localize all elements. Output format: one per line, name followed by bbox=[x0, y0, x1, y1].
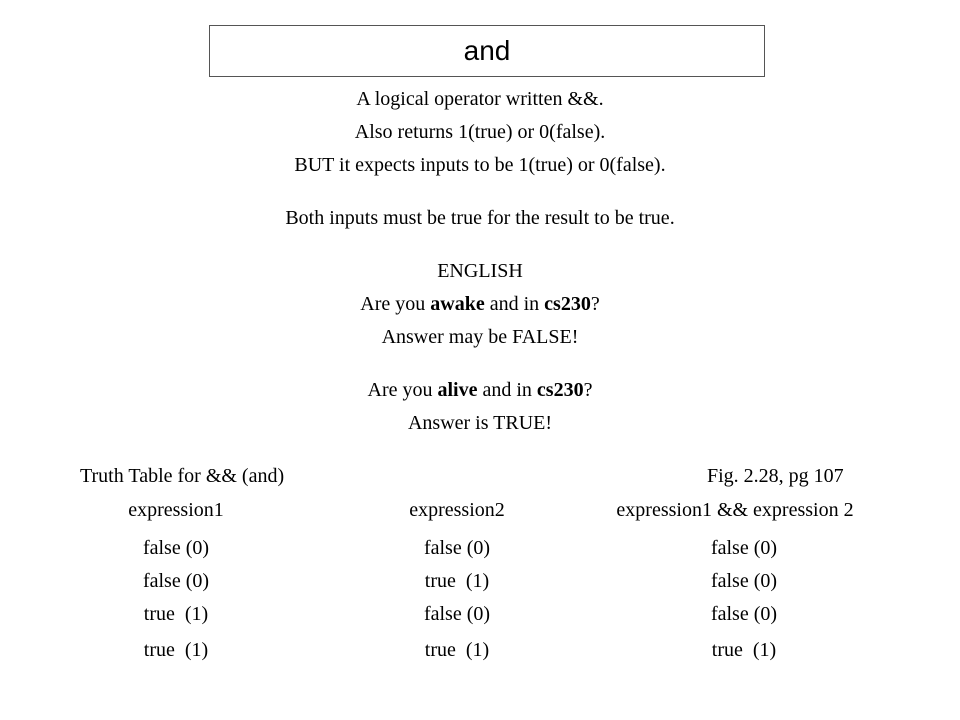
table-cell: true (1) bbox=[143, 603, 209, 625]
table-cell: true (1) bbox=[424, 570, 490, 592]
table-header: expression1 && expression 2 bbox=[616, 499, 854, 521]
intro-line-2: Also returns 1(true) or 0(false). bbox=[354, 121, 606, 143]
intro-line-3: BUT it expects inputs to be 1(true) or 0(false). bbox=[294, 154, 666, 176]
english-answer-2: Answer is TRUE! bbox=[407, 412, 553, 434]
table-cell: false (0) bbox=[423, 603, 491, 625]
table-cell: false (0) bbox=[142, 537, 210, 559]
english-question-1: Are you awake and in cs230? bbox=[360, 293, 600, 315]
table-cell: false (0) bbox=[710, 603, 778, 625]
table-cell: false (0) bbox=[142, 570, 210, 592]
table-cell: false (0) bbox=[423, 537, 491, 559]
table-cell: false (0) bbox=[710, 537, 778, 559]
table-cell: false (0) bbox=[710, 570, 778, 592]
table-header: expression2 bbox=[409, 499, 505, 521]
slide-title: and bbox=[209, 25, 765, 77]
table-cell: true (1) bbox=[143, 639, 209, 661]
intro-line-1: A logical operator written &&. bbox=[356, 88, 604, 110]
english-heading: ENGLISH bbox=[437, 260, 523, 282]
english-question-2: Are you alive and in cs230? bbox=[367, 379, 593, 401]
truth-table-caption: Truth Table for && (and) bbox=[80, 465, 285, 487]
table-cell: true (1) bbox=[711, 639, 777, 661]
table-header: expression1 bbox=[128, 499, 224, 521]
rule-text: Both inputs must be true for the result to be true. bbox=[285, 207, 675, 229]
figure-reference: Fig. 2.28, pg 107 bbox=[707, 465, 844, 487]
table-cell: true (1) bbox=[424, 639, 490, 661]
english-answer-1: Answer may be FALSE! bbox=[381, 326, 579, 348]
